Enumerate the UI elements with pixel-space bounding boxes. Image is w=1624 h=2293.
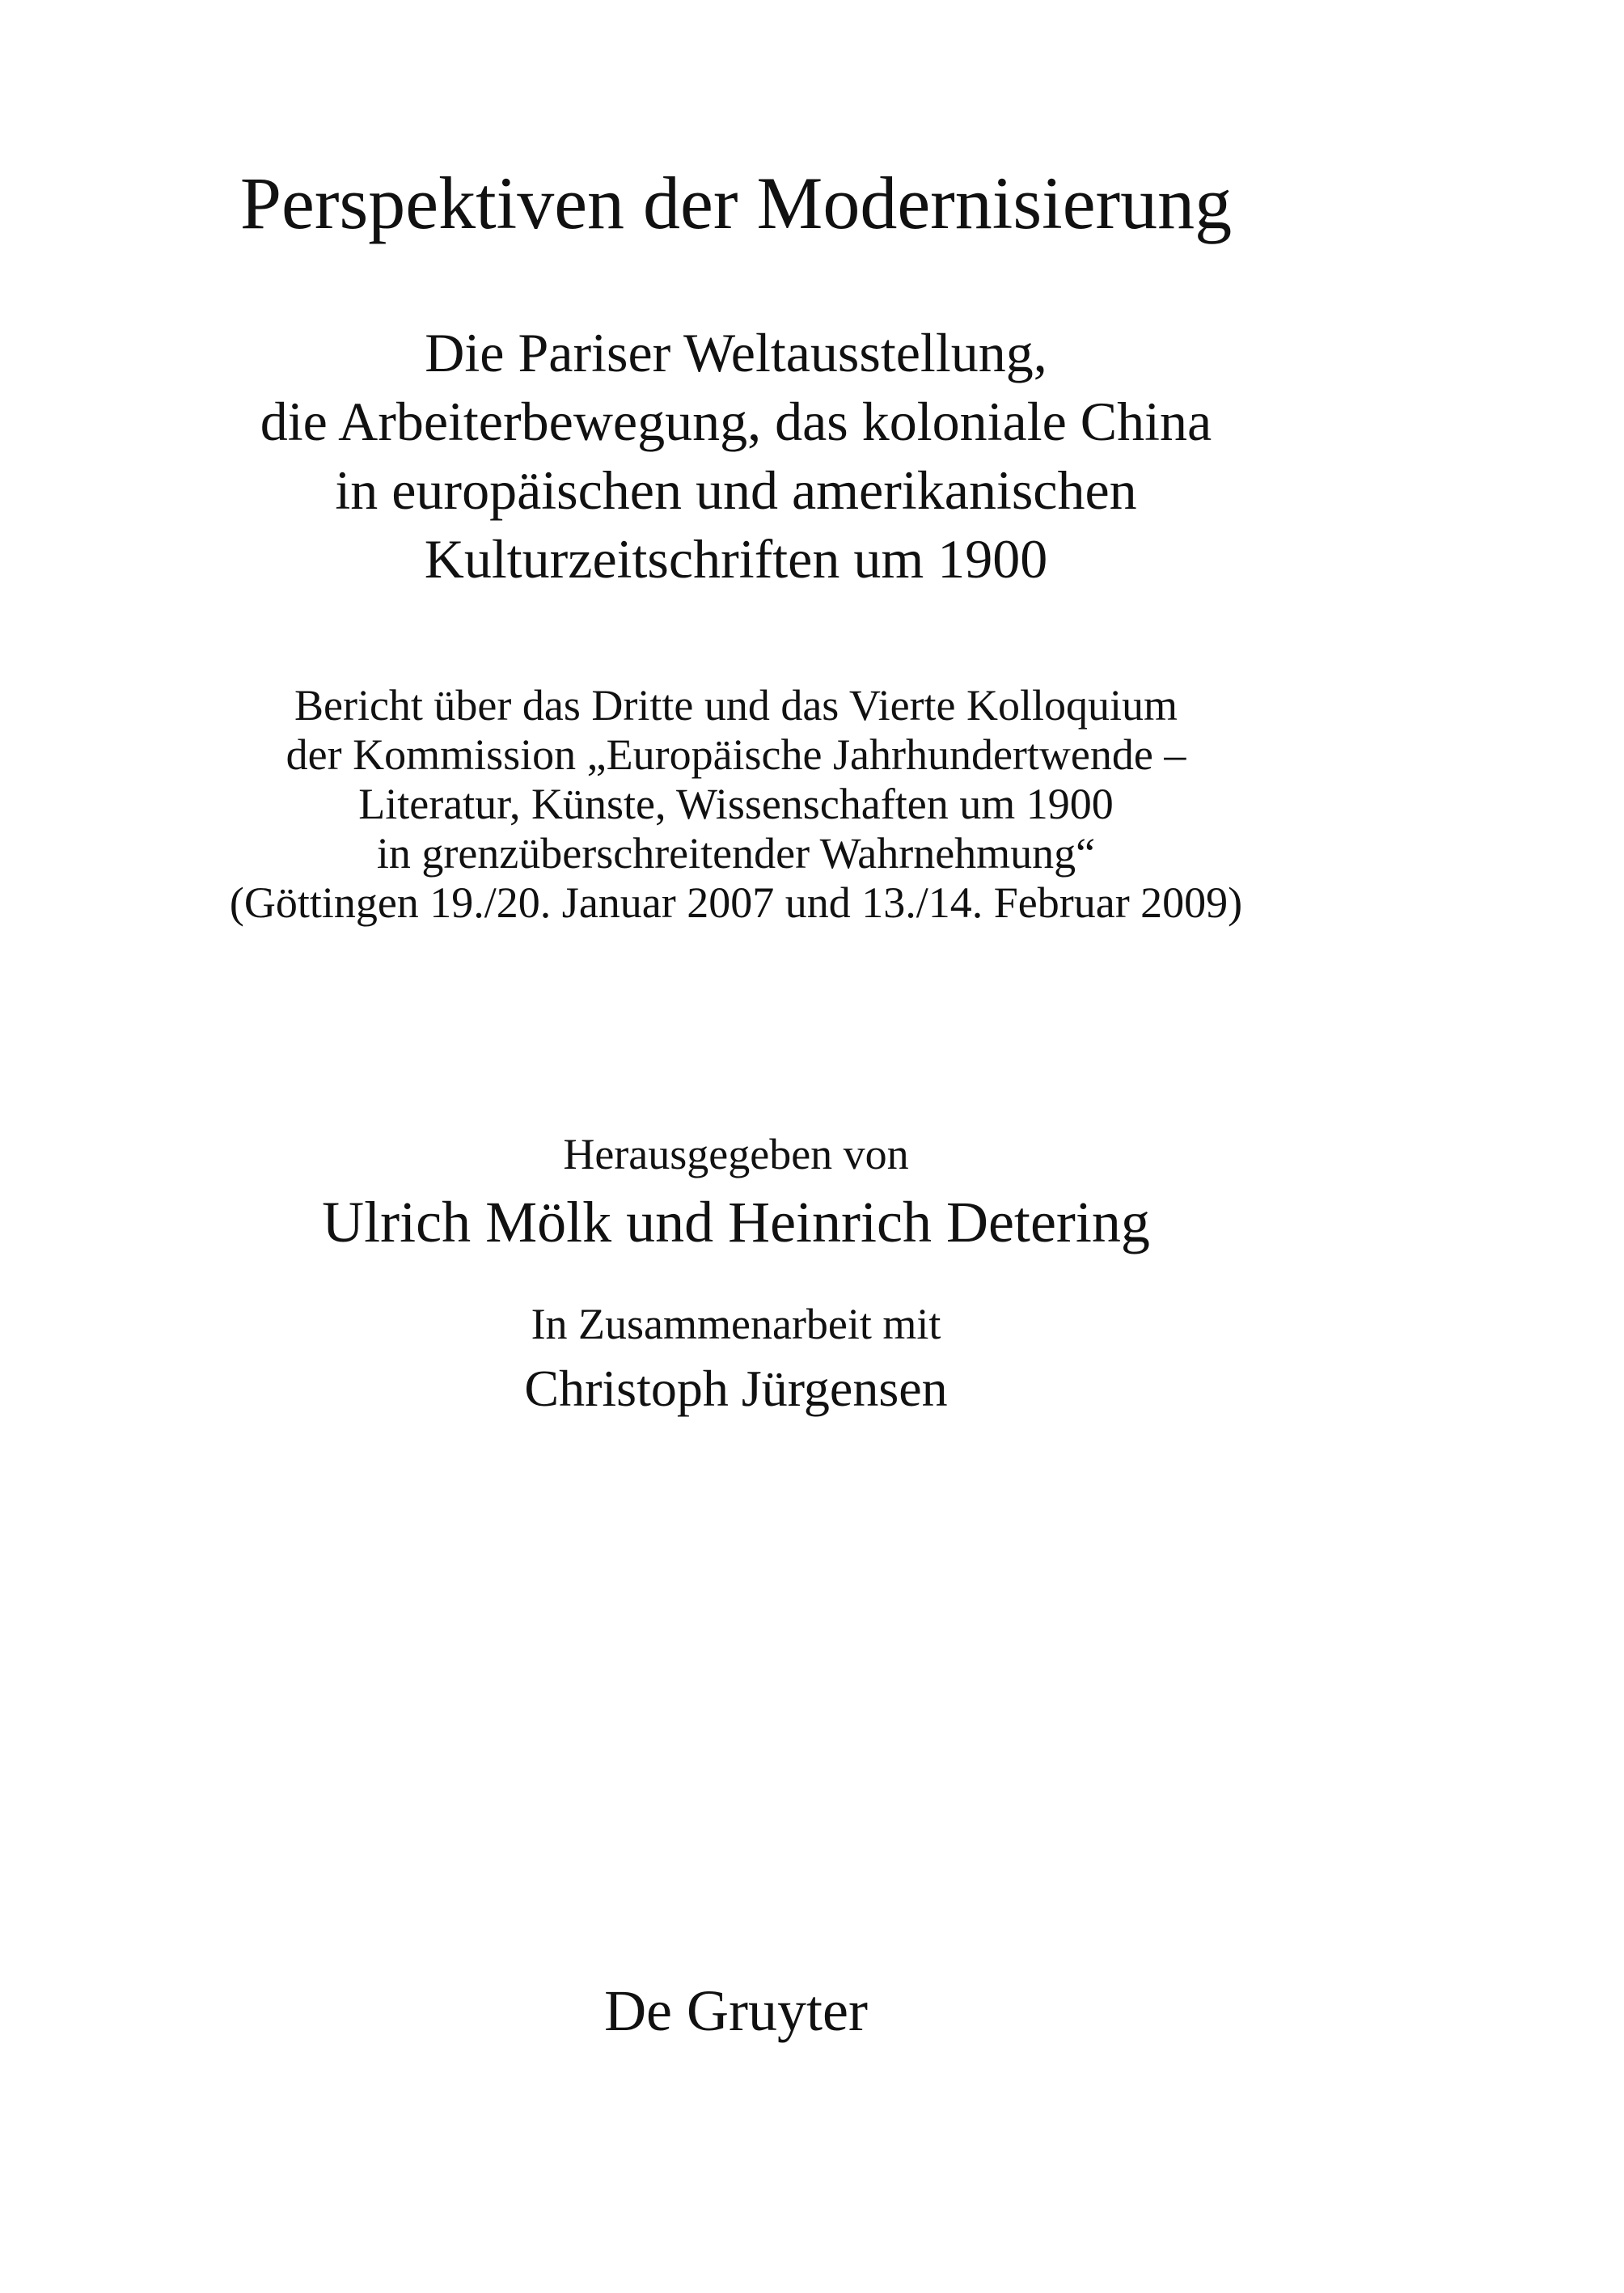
report-line: der Kommission „Europäische Jahrhundertwende – [285,730,1186,779]
subtitle-line: die Arbeiterbewegung, das koloniale China [260,391,1212,452]
report-line: (Göttingen 19./20. Januar 2007 und 13./14. Februar 2009) [229,878,1243,927]
editors-names: Ulrich Mölk und Heinrich Detering [322,1190,1150,1254]
publisher-name: De Gruyter [604,1978,868,2043]
report-line: in grenzüberschreitender Wahrnehmung“ [376,829,1096,878]
report-line: Bericht über das Dritte und das Vierte Kolloquium [294,681,1178,730]
book-title: Perspektiven der Modernisierung [239,162,1233,244]
collaboration-label: In Zusammenarbeit mit [531,1300,941,1348]
report-line: Literatur, Künste, Wissenschaften um 1900 [358,780,1114,828]
editors-label: Herausgegeben von [563,1130,909,1178]
collaborator-name: Christoph Jürgensen [524,1360,948,1417]
subtitle-line: Die Pariser Weltausstellung, [425,322,1047,383]
subtitle-line: Kulturzeitschriften um 1900 [424,528,1048,590]
subtitle-line: in europäischen und amerikanischen [335,459,1137,521]
